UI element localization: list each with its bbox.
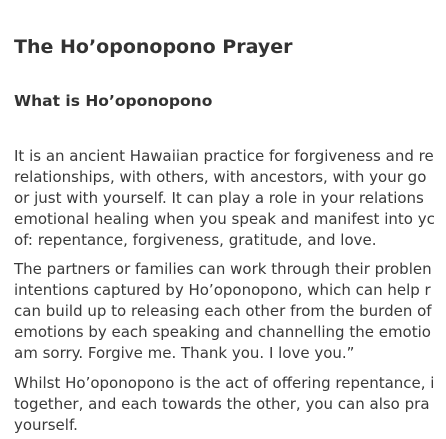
- paragraph-line: relationships, with others, with ancestors, with your go: [14, 168, 427, 186]
- paragraph-whilst: [14, 373, 434, 436]
- paragraph-line: It is an ancient Hawaiian practice for forgiveness and re: [14, 147, 434, 165]
- paragraph-partners: [14, 259, 432, 364]
- paragraph-line: emotions by each speaking and channelling the emotio: [14, 323, 431, 341]
- paragraph-line: can build up to releasing each other from the burden of: [14, 302, 432, 320]
- paragraph-intro: [14, 146, 435, 251]
- paragraph-line: together, and each towards the other, you can also pra: [14, 395, 430, 413]
- paragraph-line: The partners or families can work through their problen: [14, 260, 432, 278]
- paragraph-line: emotional healing when you speak and manifest into yc: [14, 210, 435, 228]
- paragraph-line: intentions captured by Ho’oponopono, which can help r: [14, 281, 431, 299]
- paragraph-line: am sorry. Forgive me. Thank you. I love you.”: [14, 344, 355, 362]
- paragraph-line: Whilst Ho’oponopono is the act of offering repentance, i: [14, 374, 435, 392]
- paragraph-line: or just with yourself. It can play a role in your relations: [14, 189, 424, 207]
- paragraph-line: yourself.: [14, 416, 78, 434]
- paragraph-line: of: repentance, forgiveness, gratitude, and love.: [14, 231, 377, 249]
- section-heading: What is Ho’oponopono: [14, 92, 213, 110]
- page-title: The Ho’oponopono Prayer: [14, 36, 293, 58]
